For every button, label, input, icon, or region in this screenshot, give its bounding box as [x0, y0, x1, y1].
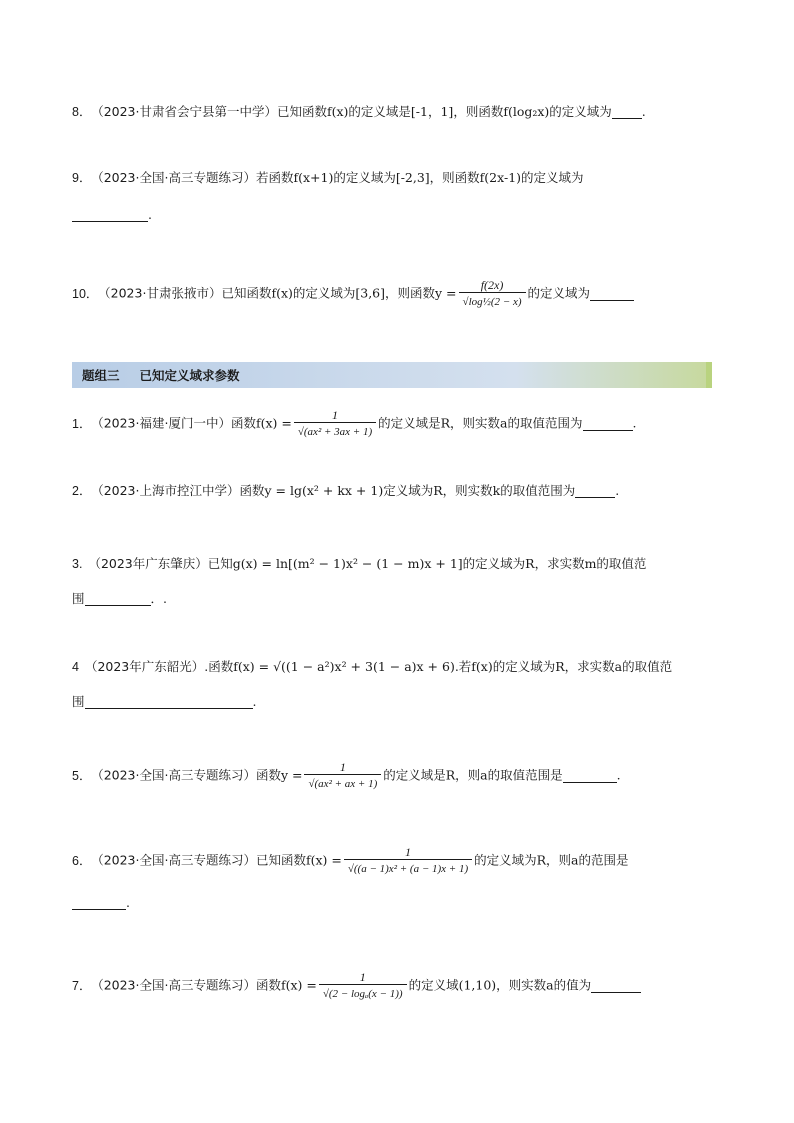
question-source: （2023年广东韶光） [84, 659, 205, 674]
question-tail: . [632, 415, 637, 431]
question-text-post: 的定义域为 [527, 285, 591, 301]
question-1 [72, 408, 722, 440]
answer-blank[interactable] [612, 104, 642, 119]
question-tail: . [616, 767, 621, 783]
question-number: 7． [72, 978, 92, 993]
question-text-post: 的定义域是R，则a的取值范围是 [383, 767, 563, 783]
question-6 [72, 845, 722, 877]
question-number: 9． [72, 171, 92, 185]
question-number: 8． [72, 105, 92, 119]
fraction [344, 845, 472, 877]
question-9 [72, 168, 722, 188]
answer-blank[interactable] [85, 694, 253, 709]
question-text: 已知g(x) = ln[(m² − 1)x² − (1 − m)x + 1]的定义域为R，求实数m的取值范 [207, 556, 647, 571]
question-4-line2 [72, 692, 722, 712]
question-number: 5． [72, 768, 92, 783]
answer-blank[interactable] [85, 591, 151, 606]
fraction [304, 760, 381, 792]
question-text: 函数y = lg(x² + kx + 1)定义域为R，则实数k的取值范围为 [239, 483, 576, 498]
fraction-denominator: √(2 − logₐ(x − 1)) [319, 984, 407, 1002]
question-tail: . [252, 694, 257, 709]
fraction-numerator: 1 [359, 970, 366, 984]
question-number: 10． [72, 286, 99, 301]
question-text: 函数y = [255, 767, 303, 783]
question-source: （2023·甘肃省会宁县第一中学） [97, 104, 277, 119]
question-text: 若函数f(x+1)的定义域为[-2,3]，则函数f(2x-1)的定义域为 [255, 170, 584, 185]
fraction-denominator: √((a − 1)x² + (a − 1)x + 1) [344, 859, 472, 877]
answer-blank[interactable] [583, 416, 633, 431]
fraction-numerator: f(2x) [480, 278, 504, 292]
answer-blank[interactable] [575, 483, 615, 498]
question-4 [72, 657, 722, 677]
question-text-post: 的定义域(1,10)，则实数a的值为 [408, 977, 592, 993]
question-number: 2． [72, 484, 92, 498]
fraction [319, 970, 407, 1002]
section-title: 已知定义域求参数 [139, 368, 240, 383]
question-tail: ．. [150, 591, 167, 606]
answer-blank[interactable] [72, 895, 126, 910]
question-2 [72, 481, 722, 501]
question-6-line2 [72, 893, 722, 913]
question-source: （2023·上海市控江中学） [97, 483, 240, 498]
section-label: 题组三 [82, 368, 120, 383]
question-9-line2 [72, 205, 722, 225]
question-tail: . [126, 895, 130, 910]
question-text-post: 的定义域为R，则a的范围是 [474, 852, 629, 868]
question-number: 4 [72, 660, 79, 674]
question-text: 函数f(x) = [230, 415, 292, 431]
answer-blank[interactable] [590, 286, 634, 301]
question-10 [72, 278, 722, 310]
question-source: （2023·全国·高三专题练习） [97, 977, 256, 993]
question-text-post: 的定义域是R，则实数a的取值范围为 [378, 415, 583, 431]
answer-blank[interactable] [563, 768, 617, 783]
question-3-line2 [72, 589, 722, 609]
question-text: .函数f(x) = √((1 − a²)x² + 3(1 − a)x + 6).若f(x)的定义域为R，求实数a的取值范 [204, 659, 673, 674]
question-source: （2023·福建·厦门一中） [97, 415, 231, 431]
answer-blank[interactable] [72, 207, 148, 222]
question-number: 1． [72, 416, 92, 431]
question-source: （2023·全国·高三专题练习） [97, 767, 256, 783]
fraction-denominator: √(ax² + 3ax + 1) [294, 422, 376, 440]
question-tail: . [615, 483, 620, 498]
fraction-numerator: 1 [405, 845, 411, 859]
question-source: （2023·全国·高三专题练习） [97, 170, 256, 185]
question-text-line2: 围 [72, 694, 85, 709]
fraction [459, 278, 526, 310]
question-3 [72, 554, 722, 574]
question-number: 6． [72, 853, 92, 868]
fraction-numerator: 1 [332, 408, 338, 422]
question-text: 已知函数f(x)的定义域是[-1，1]，则函数f(log₂x)的定义域为 [277, 104, 612, 119]
answer-blank[interactable] [591, 978, 641, 993]
fraction-denominator: √log½(2 − x) [459, 292, 526, 310]
question-8 [72, 102, 722, 122]
question-source: （2023·全国·高三专题练习） [97, 852, 256, 868]
question-text-line2: 围 [72, 591, 85, 606]
fraction [294, 408, 376, 440]
question-tail: . [641, 104, 646, 119]
question-text: 函数f(x) = [255, 977, 317, 993]
question-tail: . [148, 207, 152, 222]
question-text: 已知函数f(x) = [255, 852, 342, 868]
question-source: （2023年广东肇庆） [88, 556, 208, 571]
question-source: （2023·甘肃张掖市） [104, 285, 222, 301]
question-7 [72, 970, 722, 1002]
section-header [72, 362, 712, 388]
question-number: 3. [72, 557, 83, 571]
fraction-numerator: 1 [339, 760, 346, 774]
fraction-denominator: √(ax² + ax + 1) [304, 774, 381, 792]
question-5 [72, 760, 722, 792]
question-text: 已知函数f(x)的定义域为[3,6]，则函数y = [221, 285, 457, 301]
